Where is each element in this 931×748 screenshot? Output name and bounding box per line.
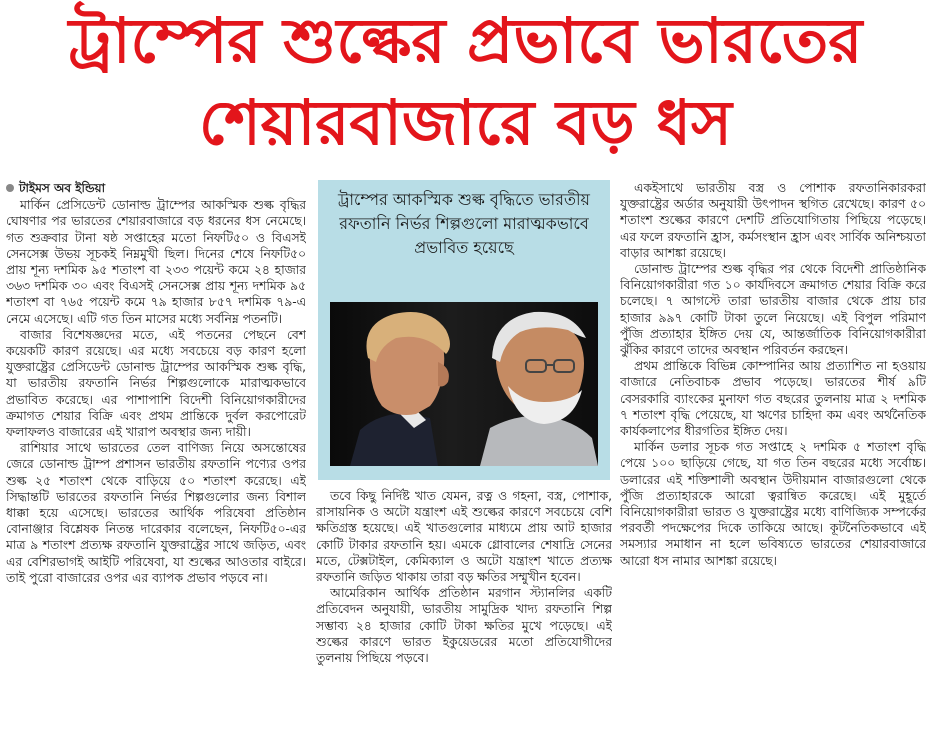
article-column-3 bbox=[620, 180, 926, 746]
paragraph: আমেরিকান আর্থিক প্রতিষ্ঠান মরগান স্ট্যানলির একটি প্রতিবেদন অনুযায়ী, ভারতীয় সামুদ্রিক খাদ্য রফতানি শিল্প সম্ভাব্য ২৪ হাজার কোটি টাকা ক্ষতির মুখে পড়েছে। এই শুল্কের কারণে ভারত ইকুয়েডরের মতো প্রতিযোগীদের তুলনায় পিছিয়ে পড়বে। bbox=[316, 586, 612, 666]
paragraph: একইসাথে ভারতীয় বস্ত্র ও পোশাক রফতানিকারকরা যুক্তরাষ্ট্রের অর্ডার অনুযায়ী উৎপাদন স্থগিত রেখেছে। কারণ ৫০ শতাংশ শুল্কের কারণে দেশটি প্রতিযোগিতায় পিছিয়ে পড়েছে। এর ফলে রফতানি হ্রাস, কর্মসংস্থান হ্রাস এবং সার্বিক অনিশ্চয়তা বাড়ার আশঙ্কা রয়েছে। bbox=[620, 181, 926, 260]
article-column-2 bbox=[316, 488, 612, 746]
paragraph: প্রথম প্রান্তিকে বিভিন্ন কোম্পানির আয় প্রত্যাশিত না হওয়ায় বাজারে নেতিবাচক প্রভাব পড়েছে। ভারতের শীর্ষ ৯টি বেসরকারি ব্যাংকের মুনাফা গত বছরের তুলনায় মাত্র ২ দশমিক ৭ শতাংশ বৃদ্ধি পেয়েছে, যা ঋণের চাহিদা কম এবং অর্থনৈতিক কার্যকলাপের ধীরগতির ইঙ্গিত দেয়। bbox=[620, 359, 926, 439]
paragraph: বাজার বিশেষজ্ঞদের মতে, এই পতনের পেছনে বেশ কয়েকটি কারণ রয়েছে। এর মধ্যে সবচেয়ে বড় কারণ হলো যুক্তরাষ্ট্রের প্রেসিডেন্ট ডোনাল্ড ট্রাম্পের আকস্মিক শুল্ক বৃদ্ধি, যা ভারতীয় রফতানি নির্ভর শিল্পগুলোকে মারাত্মকভাবে প্রভাবিত করেছে। এর পাশাপাশি বিদেশী বিনিয়োগকারীদের ক্রমাগত শেয়ার বিক্রি এবং প্রথম প্রান্তিকে দুর্বল করপোরেট ফলাফলও বাজারের এই খারাপ অবস্থার জন্য দায়ী। bbox=[6, 327, 306, 440]
photo-illustration bbox=[330, 302, 598, 466]
paragraph: মার্কিন ডলার সূচক গত সপ্তাহে ২ দশমিক ৫ শতাংশ বৃদ্ধি পেয়ে ১০০ ছাড়িয়ে গেছে, যা গত তিন বছরের মধ্যে সর্বোচ্চ। ডলারের এই শক্তিশালী অবস্থান উদীয়মান বাজারগুলো থেকে পুঁজি প্রত্যাহারকে আরো ত্বরান্বিত করেছে। এই মুহূর্তে বিনিয়োগকারীরা ভারত ও যুক্তরাষ্ট্রের মধ্যে বাণিজ্যিক সম্পর্কের পরবর্তী পদক্ষেপের দিকে তাকিয়ে আছে। কূটনৈতিকভাবে এই সমস্যার সমাধান না হলে ভবিষ্যতে ভারতের শেয়ারবাজারে আরো ধস নামার আশঙ্কা রয়েছে। bbox=[620, 440, 926, 568]
headline-line-1: ট্রাম্পের শুল্কের প্রভাবে ভারতের bbox=[68, 4, 863, 77]
pullquote-box bbox=[318, 180, 610, 480]
pullquote-text: ট্রাম্পের আকস্মিক শুল্ক বৃদ্ধিতে ভারতীয় রফতানি নির্ভর শিল্পগুলো মারাত্মকভাবে প্রভাবিত হয়েছে bbox=[338, 190, 590, 257]
bullet-dot-icon bbox=[6, 184, 14, 192]
paragraph: ডোনাল্ড ট্রাম্পের শুল্ক বৃদ্ধির পর থেকে বিদেশী প্রাতিষ্ঠানিক বিনিয়োগকারীরা গত ১০ কার্যদিবসে ক্রমাগত শেয়ার বিক্রি করে চলেছে। ৭ আগস্টে তারা ভারতীয় বাজার থেকে প্রায় চার হাজার ৯৯৭ কোটি টাকা তুলে নিয়েছে। এই বিপুল পরিমাণ পুঁজি প্রত্যাহার ইঙ্গিত দেয় যে, আন্তর্জাতিক বিনিয়োগকারীরা ঝুঁকির কারণে তাদের অবস্থান পরিবর্তন করছেন। bbox=[620, 262, 926, 358]
paragraph: তবে কিছু নির্দিষ্ট খাত যেমন, রত্ন ও গহনা, বস্ত্র, পোশাক, রাসায়নিক ও অটো যন্ত্রাংশ এই শুল্কের কারণে সবচেয়ে বেশি ক্ষতিগ্রস্ত হয়েছে। এই খাতগুলোর মাধ্যমে প্রায় আট হাজার কোটি টাকার রফতানি হয়। এমকে গ্লোবালের শেষাদ্রি সেনের মতে, টেক্সটাইল, কেমিক্যাল ও অটো যন্ত্রাংশ খাতে প্রত্যক্ষ রফতানি জড়িত থাকায় তারা বড় ক্ষতির সম্মুখীন হবেন। bbox=[316, 489, 612, 585]
news-photo bbox=[330, 302, 598, 466]
byline bbox=[6, 180, 306, 196]
byline-source: টাইমস অব ইন্ডিয়া bbox=[19, 181, 106, 195]
headline-line-2: শেয়ারবাজারে বড় ধস bbox=[198, 86, 733, 159]
paragraph: মার্কিন প্রেসিডেন্ট ডোনাল্ড ট্রাম্পের আকস্মিক শুল্ক বৃদ্ধির ঘোষণার পর ভারতের শেয়ারবাজারে বড় ধরনের ধস নেমেছে। গত শুক্রবার টানা ষষ্ঠ সপ্তাহের মতো নিফটি৫০ ও বিএসই সেনসেক্স উভয় সূচকই নিম্নমুখী ছিল। দিনের শেষে নিফটি৫০ প্রায় শূন্য দশমিক ৯৫ শতাংশ বা ২৩৩ পয়েন্ট কমে ২৪ হাজার ৩৬৩ দশমিক ৩০ এবং বিএসই সেনসেক্স প্রায় শূন্য দশমিক ৯৫ শতাংশ বা ৭৬৫ পয়েন্ট কমে ৭৯ হাজার ৮৫৭ দশমিক ৭৯-এ নেমে এসেছে। এটি গত তিন মাসের মধ্যে সর্বনিম্ন পতনটি। bbox=[6, 198, 306, 326]
article-column-1 bbox=[6, 180, 306, 746]
paragraph: রাশিয়ার সাথে ভারতের তেল বাণিজ্য নিয়ে অসন্তোষের জেরে ডোনাল্ড ট্রাম্প প্রশাসন ভারতীয় রফতানি পণ্যের ওপর শুল্ক ২৫ শতাংশ থেকে বাড়িয়ে ৫০ শতাংশ করেছে। এই সিদ্ধান্তটি ভারতের রফতানি নির্ভর শিল্পগুলোর জন্য বিশাল ধাক্কা হয়ে এসেছে। ভারতের আর্থিক পরিষেবা প্রতিষ্ঠান বোনাঞ্জার বিশ্লেষক নিতন্ত দারেকার বলেছেন, নিফটি৫০-এর মাত্র ৯ শতাংশ প্রত্যক্ষ রফতানি যুক্তরাষ্ট্রের সাথে জড়িত, এবং এর বেশিরভাগই আইটি পরিষেবা, যা শুল্কের আওতার বাইরে। তাই পুরো বাজারের ওপর এর ব্যাপক প্রভাব পড়বে না। bbox=[6, 441, 306, 585]
